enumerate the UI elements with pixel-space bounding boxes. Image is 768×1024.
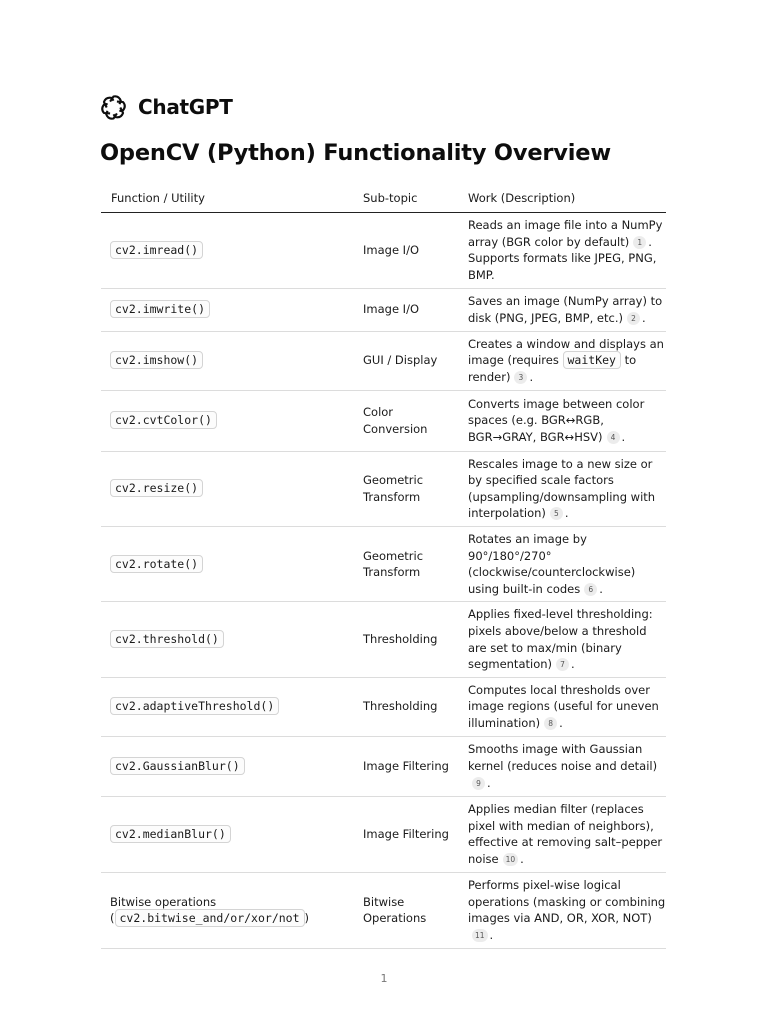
description-cell — [458, 796, 666, 872]
subtopic-cell: Color Conversion — [353, 390, 458, 451]
description-text: Rescales image to a new size or by specified scale factors (upsampling/downsampling with interpolation) — [468, 456, 656, 521]
subtopic-cell: GUI / Display — [353, 331, 458, 390]
citation-badge[interactable]: 5 — [550, 507, 563, 520]
table-row — [101, 872, 666, 948]
description-cell — [458, 288, 666, 331]
inline-code: waitKey — [563, 351, 621, 369]
subtopic-cell: Image I/O — [353, 212, 458, 288]
citation-badge[interactable]: 7 — [556, 658, 569, 671]
table-row — [101, 451, 666, 526]
function-code: cv2.imwrite() — [110, 300, 210, 318]
citation-badge[interactable]: 6 — [584, 583, 597, 596]
description-text: Saves an image (NumPy array) to disk (PNG, JPEG, BMP, etc.) — [468, 294, 663, 325]
function-code: cv2.resize() — [110, 479, 203, 497]
description-text: Smooths image with Gaussian kernel (reduces noise and detail) — [468, 742, 658, 773]
column-header-function: Function / Utility — [101, 184, 353, 212]
citation-badge[interactable]: 3 — [514, 371, 527, 384]
function-suffix: ) — [304, 911, 310, 926]
description-text: Computes local thresholds over image regions (useful for uneven illumination) — [468, 682, 659, 731]
function-code: cv2.medianBlur() — [110, 825, 231, 843]
table-row — [101, 331, 666, 390]
function-cell — [101, 451, 353, 526]
citation-badge[interactable]: 8 — [544, 717, 557, 730]
function-code: cv2.imshow() — [110, 351, 203, 369]
description-cell — [458, 526, 666, 601]
openai-logo-icon — [100, 94, 127, 121]
description-text: Applies median filter (replaces pixel with median of neighbors), effective at removing salt–pepper noise — [468, 802, 663, 866]
citation-badge[interactable]: 9 — [472, 777, 485, 790]
function-cell — [101, 872, 353, 948]
table-row — [101, 677, 666, 736]
table-header — [101, 184, 666, 212]
subtopic-cell: Bitwise Operations — [353, 872, 458, 948]
description-text-end: . — [641, 310, 646, 325]
function-code: cv2.rotate() — [110, 555, 203, 573]
subtopic-cell: Image I/O — [353, 288, 458, 331]
description-text-end: . — [529, 369, 534, 384]
description-text-mid: to render) — [468, 353, 637, 384]
table-row — [101, 602, 666, 677]
description-text-end: . — [487, 775, 491, 790]
brand-header — [100, 92, 233, 122]
function-cell — [101, 526, 353, 601]
description-text: Rotates an image by 90°/180°/270° (clockwise/counterclockwise) using built-in codes — [468, 531, 636, 596]
citation-badge[interactable]: 11 — [472, 929, 488, 942]
description-text-end: . — [559, 716, 563, 731]
function-code: cv2.GaussianBlur() — [110, 757, 245, 775]
description-text-end: . — [520, 851, 524, 866]
function-code: cv2.imread() — [110, 241, 203, 259]
subtopic-cell: Image Filtering — [353, 796, 458, 872]
function-cell — [101, 736, 353, 796]
subtopic-cell: Thresholding — [353, 602, 458, 677]
description-cell — [458, 872, 666, 948]
description-cell — [458, 736, 666, 796]
description-cell — [458, 212, 666, 288]
description-cell — [458, 677, 666, 736]
brand-name: ChatGPT — [138, 95, 233, 119]
table-row — [101, 736, 666, 796]
citation-badge[interactable]: 4 — [607, 431, 620, 444]
citation-badge[interactable]: 2 — [627, 312, 640, 325]
citation-badge[interactable]: 1 — [633, 236, 646, 249]
description-cell — [458, 451, 666, 526]
function-cell — [101, 796, 353, 872]
description-text: Converts image between color spaces (e.g. BGR↔RGB, BGR→GRAY, BGR↔HSV) — [468, 396, 645, 444]
citation-badge[interactable]: 10 — [503, 853, 519, 866]
table-row — [101, 390, 666, 451]
function-code: cv2.threshold() — [110, 630, 224, 648]
description-text-end: . — [621, 429, 626, 444]
subtopic-cell: Geometric Transform — [353, 451, 458, 526]
subtopic-cell: Geometric Transform — [353, 526, 458, 601]
description-text-end: . — [489, 927, 494, 942]
description-text-end: . — [599, 581, 603, 596]
table-body — [101, 212, 666, 948]
functionality-table — [101, 184, 666, 949]
page-number: 1 — [380, 972, 388, 985]
document-title: OpenCV (Python) Functionality Overview — [100, 140, 611, 166]
table-row — [101, 288, 666, 331]
function-code: cv2.cvtColor() — [110, 411, 217, 429]
function-code: cv2.adaptiveThreshold() — [110, 697, 279, 715]
description-text-end: . — [564, 506, 569, 521]
description-cell — [458, 602, 666, 677]
function-cell — [101, 677, 353, 736]
function-cell — [101, 390, 353, 451]
column-header-description: Work (Description) — [458, 184, 666, 212]
description-text: Performs pixel-wise logical operations (masking or combining images via AND, OR, XOR, NOT) — [468, 878, 666, 926]
description-text: Applies fixed-level thresholding: pixels above/below a threshold are set to max/min (binary segmentation) — [468, 607, 653, 672]
description-text: Creates a window and displays an image (requires — [468, 336, 664, 368]
description-cell — [458, 390, 666, 451]
description-text-end: . — [571, 657, 575, 672]
description-text-end: . Supports formats like JPEG, PNG, BMP. — [468, 234, 657, 282]
subtopic-cell: Thresholding — [353, 677, 458, 736]
table-header-row — [101, 184, 666, 212]
table-row — [101, 212, 666, 288]
description-cell — [458, 331, 666, 390]
column-header-subtopic: Sub-topic — [353, 184, 458, 212]
function-cell — [101, 602, 353, 677]
description-text: Reads an image file into a NumPy array (BGR color by default) — [468, 217, 663, 249]
function-cell — [101, 212, 353, 288]
function-cell — [101, 331, 353, 390]
function-prefix: Bitwise operations ( — [110, 894, 217, 926]
subtopic-cell: Image Filtering — [353, 736, 458, 796]
table-row — [101, 526, 666, 601]
function-code: cv2.bitwise_and/or/xor/not — [115, 909, 305, 927]
table-row — [101, 796, 666, 872]
function-cell — [101, 288, 353, 331]
